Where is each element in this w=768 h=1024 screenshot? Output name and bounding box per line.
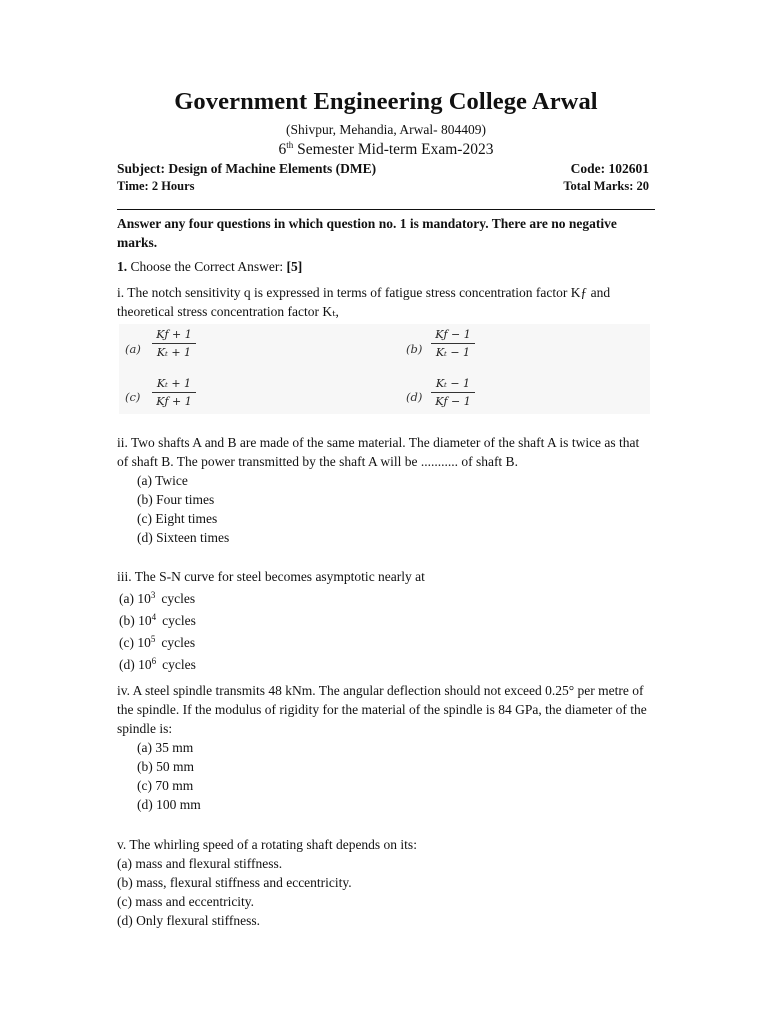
question-1-heading xyxy=(117,257,653,276)
option-label: (d) 10 xyxy=(119,657,152,672)
option-unit: cycles xyxy=(162,657,196,672)
semester-suffix: th xyxy=(286,140,294,150)
question-iv-options xyxy=(137,738,201,814)
total-marks-label: Total Marks: 20 xyxy=(563,179,649,193)
header-divider xyxy=(117,209,655,210)
option-a-label: (a) xyxy=(125,342,141,356)
option-d-denominator: Kƒ − 1 xyxy=(435,395,471,408)
question-iii-option xyxy=(119,630,196,652)
option-d-fraction xyxy=(431,376,475,409)
option-exponent: 4 xyxy=(151,612,157,622)
question-i-text: i. The notch sensitivity q is expressed in terms of fatigue stress concentration factor Kƒ and theoretical stress concentration factor Kₜ, xyxy=(117,285,611,319)
option-d-numerator: Kₜ − 1 xyxy=(435,377,471,390)
exam-page xyxy=(117,0,655,1024)
option-b-numerator: Kƒ − 1 xyxy=(435,328,471,341)
question-ii-option: (c) Eight times xyxy=(137,511,218,526)
option-b-label: (b) xyxy=(406,342,423,356)
semester-rest: Semester Mid-term Exam-2023 xyxy=(293,141,494,158)
college-title: Government Engineering College Arwal xyxy=(174,88,598,115)
question-1-marks: [5] xyxy=(286,259,303,274)
question-ii-option: (a) Twice xyxy=(137,473,188,488)
option-d-label: (d) xyxy=(406,390,423,404)
option-a-numerator: Kƒ + 1 xyxy=(156,328,192,341)
fraction-bar xyxy=(431,392,475,393)
question-ii-text: ii. Two shafts A and B are made of the same material. The diameter of the shaft A is twice as that of shaft B. The power transmitted by the shaft A will be ........... of shaft B. xyxy=(117,435,640,469)
college-address: (Shivpur, Mehandia, Arwal- 804409) xyxy=(285,122,487,137)
option-c-label: (c) xyxy=(125,390,141,404)
option-unit: cycles xyxy=(162,613,196,628)
option-c-denominator: Kƒ + 1 xyxy=(156,395,192,408)
question-v-option: (b) mass, flexural stiffness and eccentricity. xyxy=(117,875,352,890)
option-label: (b) 10 xyxy=(119,613,152,628)
question-ii-options xyxy=(137,471,229,547)
option-a-denominator: Kₜ + 1 xyxy=(156,346,192,359)
question-1-text: Choose the Correct Answer: xyxy=(127,259,287,274)
question-v-option: (c) mass and eccentricity. xyxy=(117,894,255,909)
question-iv-option: (b) 50 mm xyxy=(137,759,194,774)
question-iv-text: iv. A steel spindle transmits 48 kNm. The angular deflection should not exceed 0.25° per metre of the spindle. If the modulus of rigidity for the material of the spindle is 84 GPa, the diameter of the spindle is: xyxy=(117,683,647,736)
question-iii-text: iii. The S-N curve for steel becomes asymptotic nearly at xyxy=(117,569,425,584)
subject-label: Subject: Design of Machine Elements (DME) xyxy=(117,161,377,176)
question-iii-option xyxy=(119,652,196,674)
question-v-option: (d) Only flexural stiffness. xyxy=(117,913,260,928)
question-iv-option: (c) 70 mm xyxy=(137,778,194,793)
question-iv-option: (a) 35 mm xyxy=(137,740,194,755)
exam-title xyxy=(117,140,655,159)
question-iv-option: (d) 100 mm xyxy=(137,797,201,812)
subject-row xyxy=(117,161,649,177)
option-b-denominator: Kₜ − 1 xyxy=(435,346,471,359)
question-iii-option xyxy=(119,586,196,608)
question-iii-option xyxy=(119,608,196,630)
fraction-bar xyxy=(152,343,196,344)
question-v-options xyxy=(117,854,352,930)
option-unit: cycles xyxy=(161,635,196,650)
option-exponent: 3 xyxy=(150,590,156,600)
option-b-fraction xyxy=(431,327,475,360)
question-v-text: v. The whirling speed of a rotating shaft depends on its: xyxy=(117,837,417,852)
option-c-numerator: Kₜ + 1 xyxy=(156,377,192,390)
time-row xyxy=(117,179,649,194)
option-a-fraction xyxy=(152,327,196,360)
option-label: (c) 10 xyxy=(119,635,151,650)
question-ii-option: (b) Four times xyxy=(137,492,215,507)
question-iii-options xyxy=(119,586,196,674)
fraction-bar xyxy=(152,392,196,393)
fraction-bar xyxy=(431,343,475,344)
option-unit: cycles xyxy=(161,591,196,606)
option-exponent: 5 xyxy=(150,634,156,644)
time-label: Time: 2 Hours xyxy=(117,179,195,193)
instructions: Answer any four questions in which question no. 1 is mandatory. There are no negative marks. xyxy=(117,216,617,250)
option-c-fraction xyxy=(152,376,196,409)
question-i-options xyxy=(119,324,650,414)
option-exponent: 6 xyxy=(151,656,157,666)
option-label: (a) 10 xyxy=(119,591,151,606)
semester-number: 6 xyxy=(278,141,287,158)
question-v-option: (a) mass and flexural stiffness. xyxy=(117,856,283,871)
question-1-number: 1. xyxy=(117,259,128,274)
question-ii-option: (d) Sixteen times xyxy=(137,530,230,545)
code-label: Code: 102601 xyxy=(570,161,649,176)
